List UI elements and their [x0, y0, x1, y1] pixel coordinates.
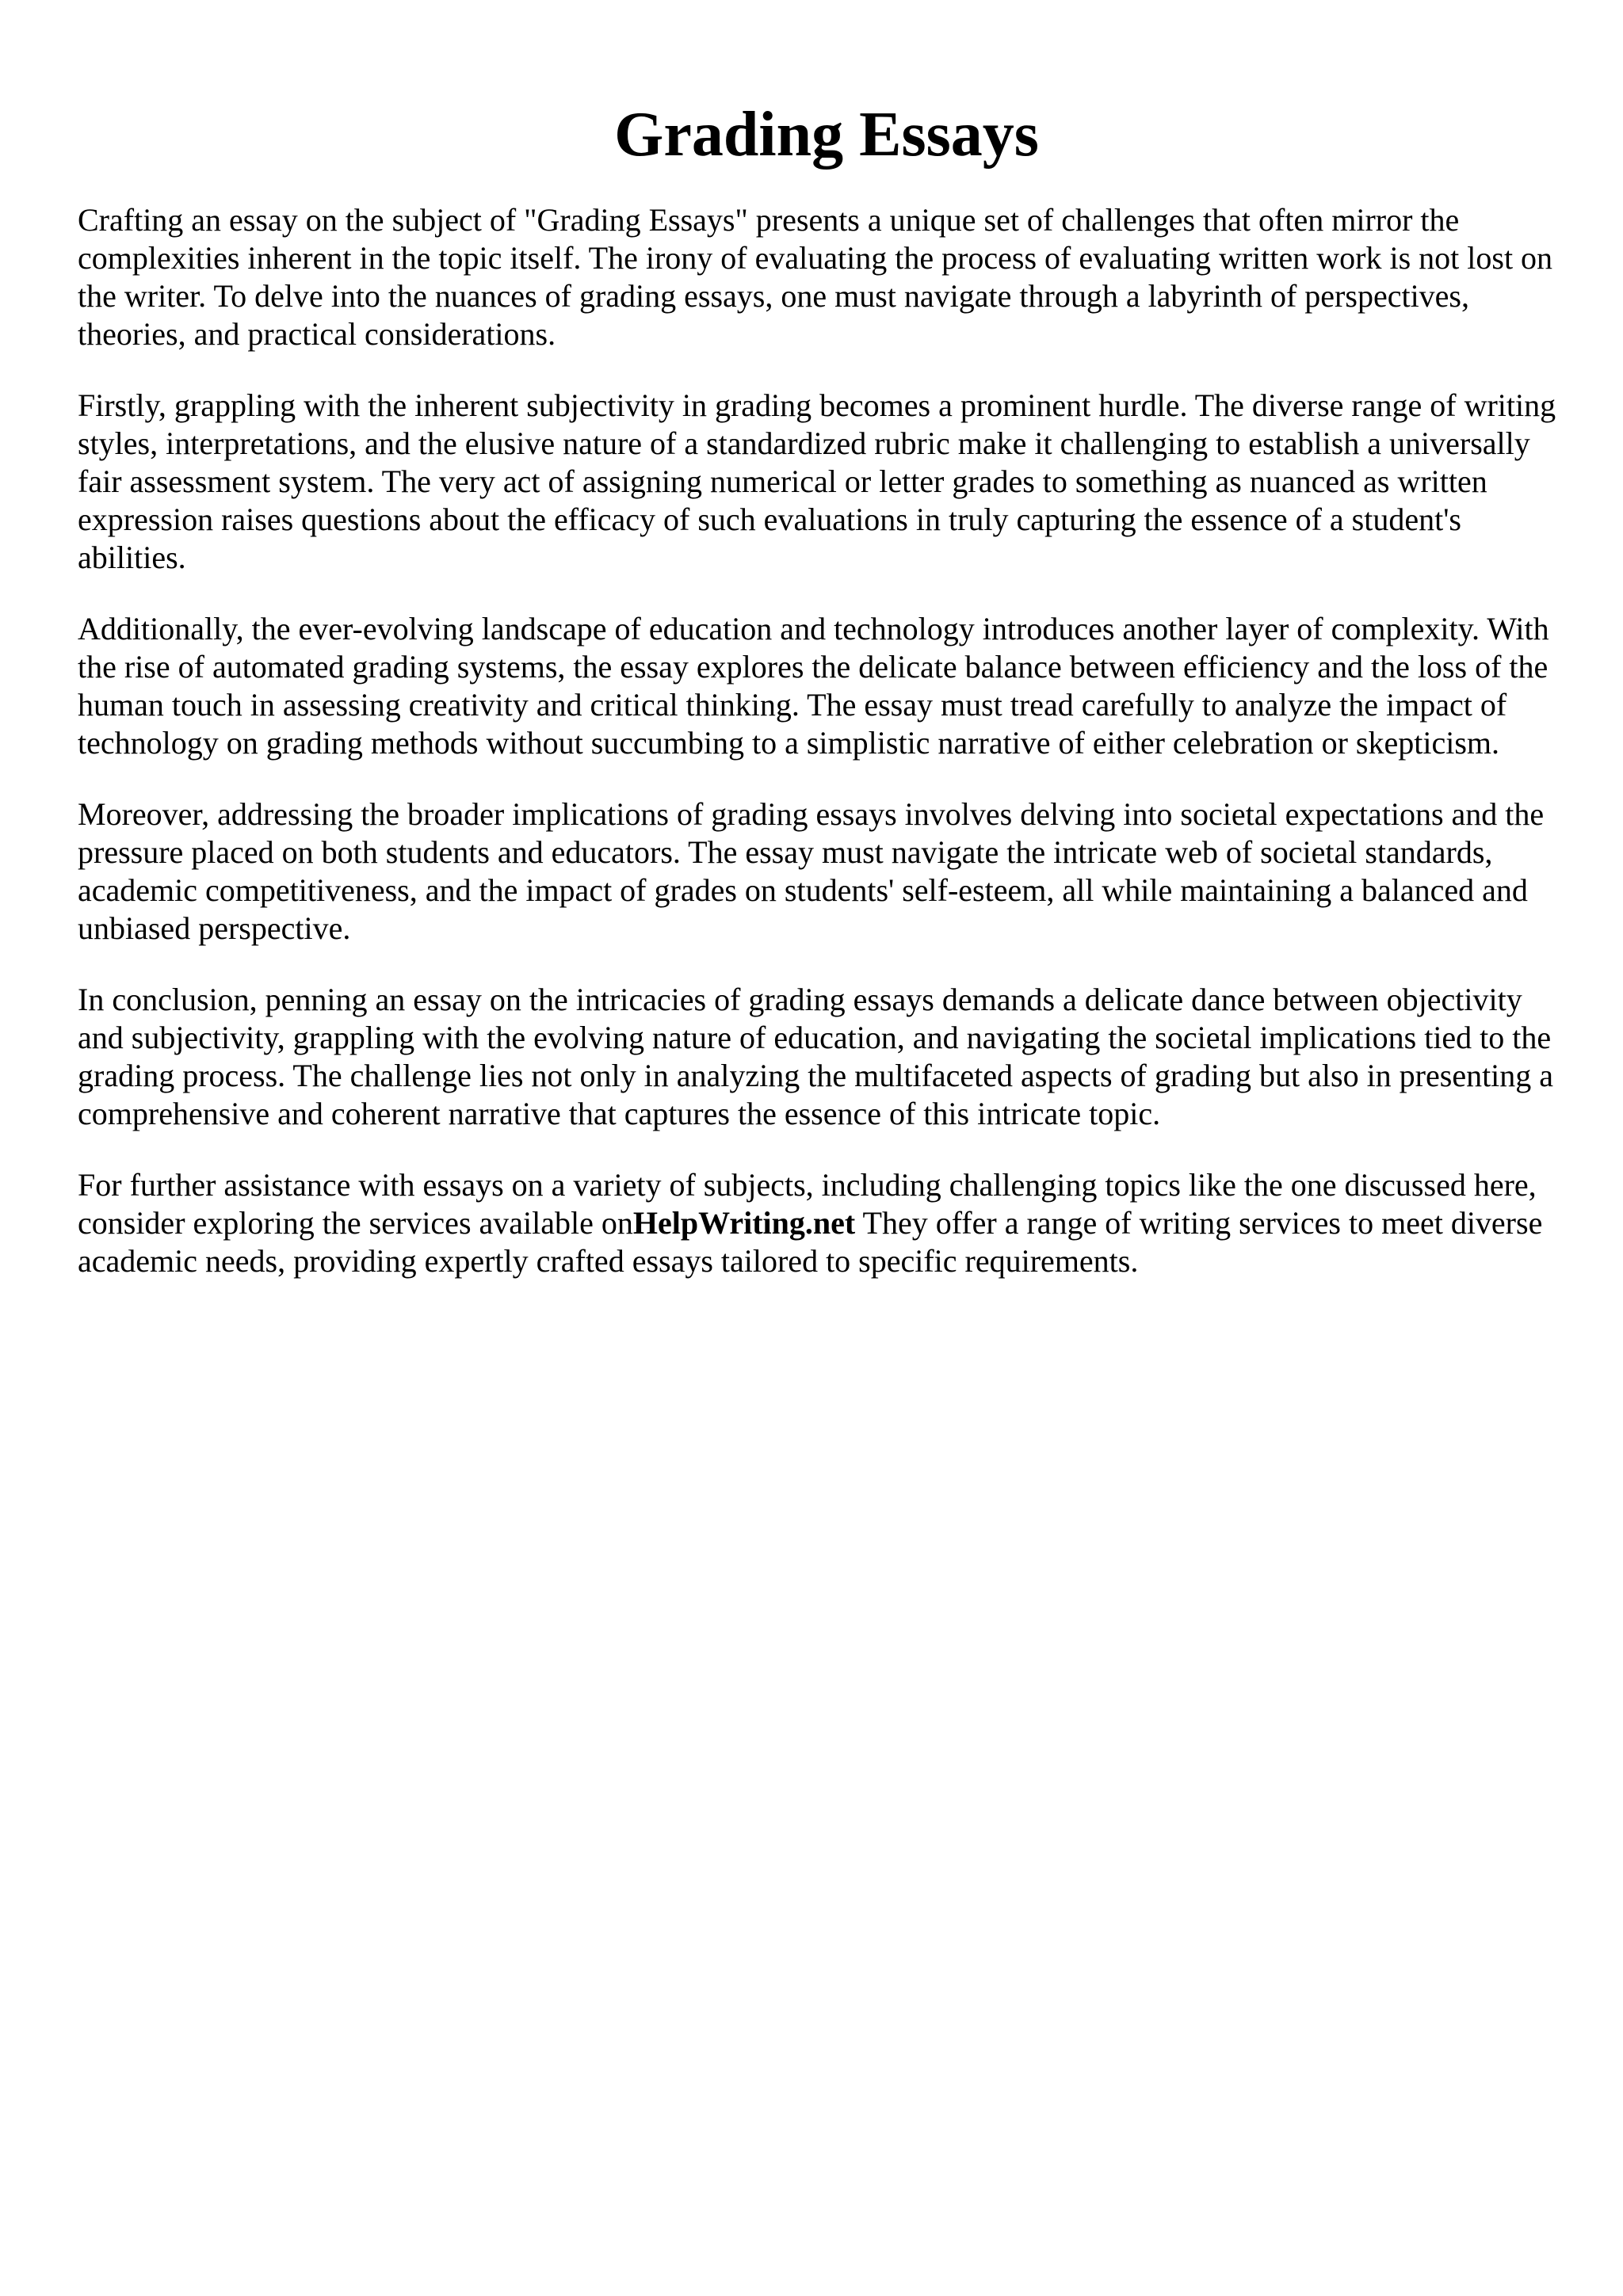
document-content — [78, 95, 1575, 1314]
closing-text-after: They offer a range of writing services to meet diverse academic needs, providing expertly crafted essays tailored to specific requirements. — [78, 1205, 1543, 1279]
paragraph-implications: Moreover, addressing the broader implications of grading essays involves delving into societal expectations and the pressure placed on both students and educators. The essay must navigate the intricate web of societal standards, academic competitiveness, and the impact of grades on students' self-esteem, all while maintaining a balanced and unbiased perspective. — [78, 796, 1545, 946]
brand-link[interactable]: HelpWriting.net — [632, 1205, 856, 1241]
closing-text-before: For further assistance with essays on a variety of subjects, including challenging topics like the one discussed here, consider exploring the services available on — [78, 1167, 1537, 1241]
paragraph-technology: Additionally, the ever-evolving landscape of education and technology introduces another layer of complexity. With the rise of automated grading systems, the essay explores the delicate balance between efficiency and the loss of the human touch in assessing creativity and critical thinking. The essay must tread carefully to analyze the impact of technology on grading methods without succumbing to a simplistic narrative of either celebration or skepticism. — [78, 611, 1549, 761]
paragraph-conclusion: In conclusion, penning an essay on the intricacies of grading essays demands a delicate dance between objectivity and subjectivity, grappling with the evolving nature of education, and navigating the societal implications tied to the grading process. The challenge lies not only in analyzing the multifaceted aspects of grading but also in presenting a comprehensive and coherent narrative that captures the essence of this intricate topic. — [78, 982, 1554, 1131]
paragraph-intro: Crafting an essay on the subject of "Grading Essays" presents a unique set of challenges that often mirror the complexities inherent in the topic itself. The irony of evaluating the process of evaluating written work is not lost on the writer. To delve into the nuances of grading essays, one must navigate through a labyrinth of perspectives, theories, and practical considerations. — [78, 202, 1553, 352]
paragraph-subjectivity: Firstly, grappling with the inherent subjectivity in grading becomes a prominent hurdle. The diverse range of writing styles, interpretations, and the elusive nature of a standardized rubric make it challenging to establish a universally fair assessment system. The very act of assigning numerical or letter grades to something as nuanced as written expression raises questions about the efficacy of such evaluations in truly capturing the essence of a student's abilities. — [78, 387, 1556, 575]
page-title: Grading Essays — [614, 100, 1039, 170]
paragraph-closing — [78, 1166, 1575, 1280]
